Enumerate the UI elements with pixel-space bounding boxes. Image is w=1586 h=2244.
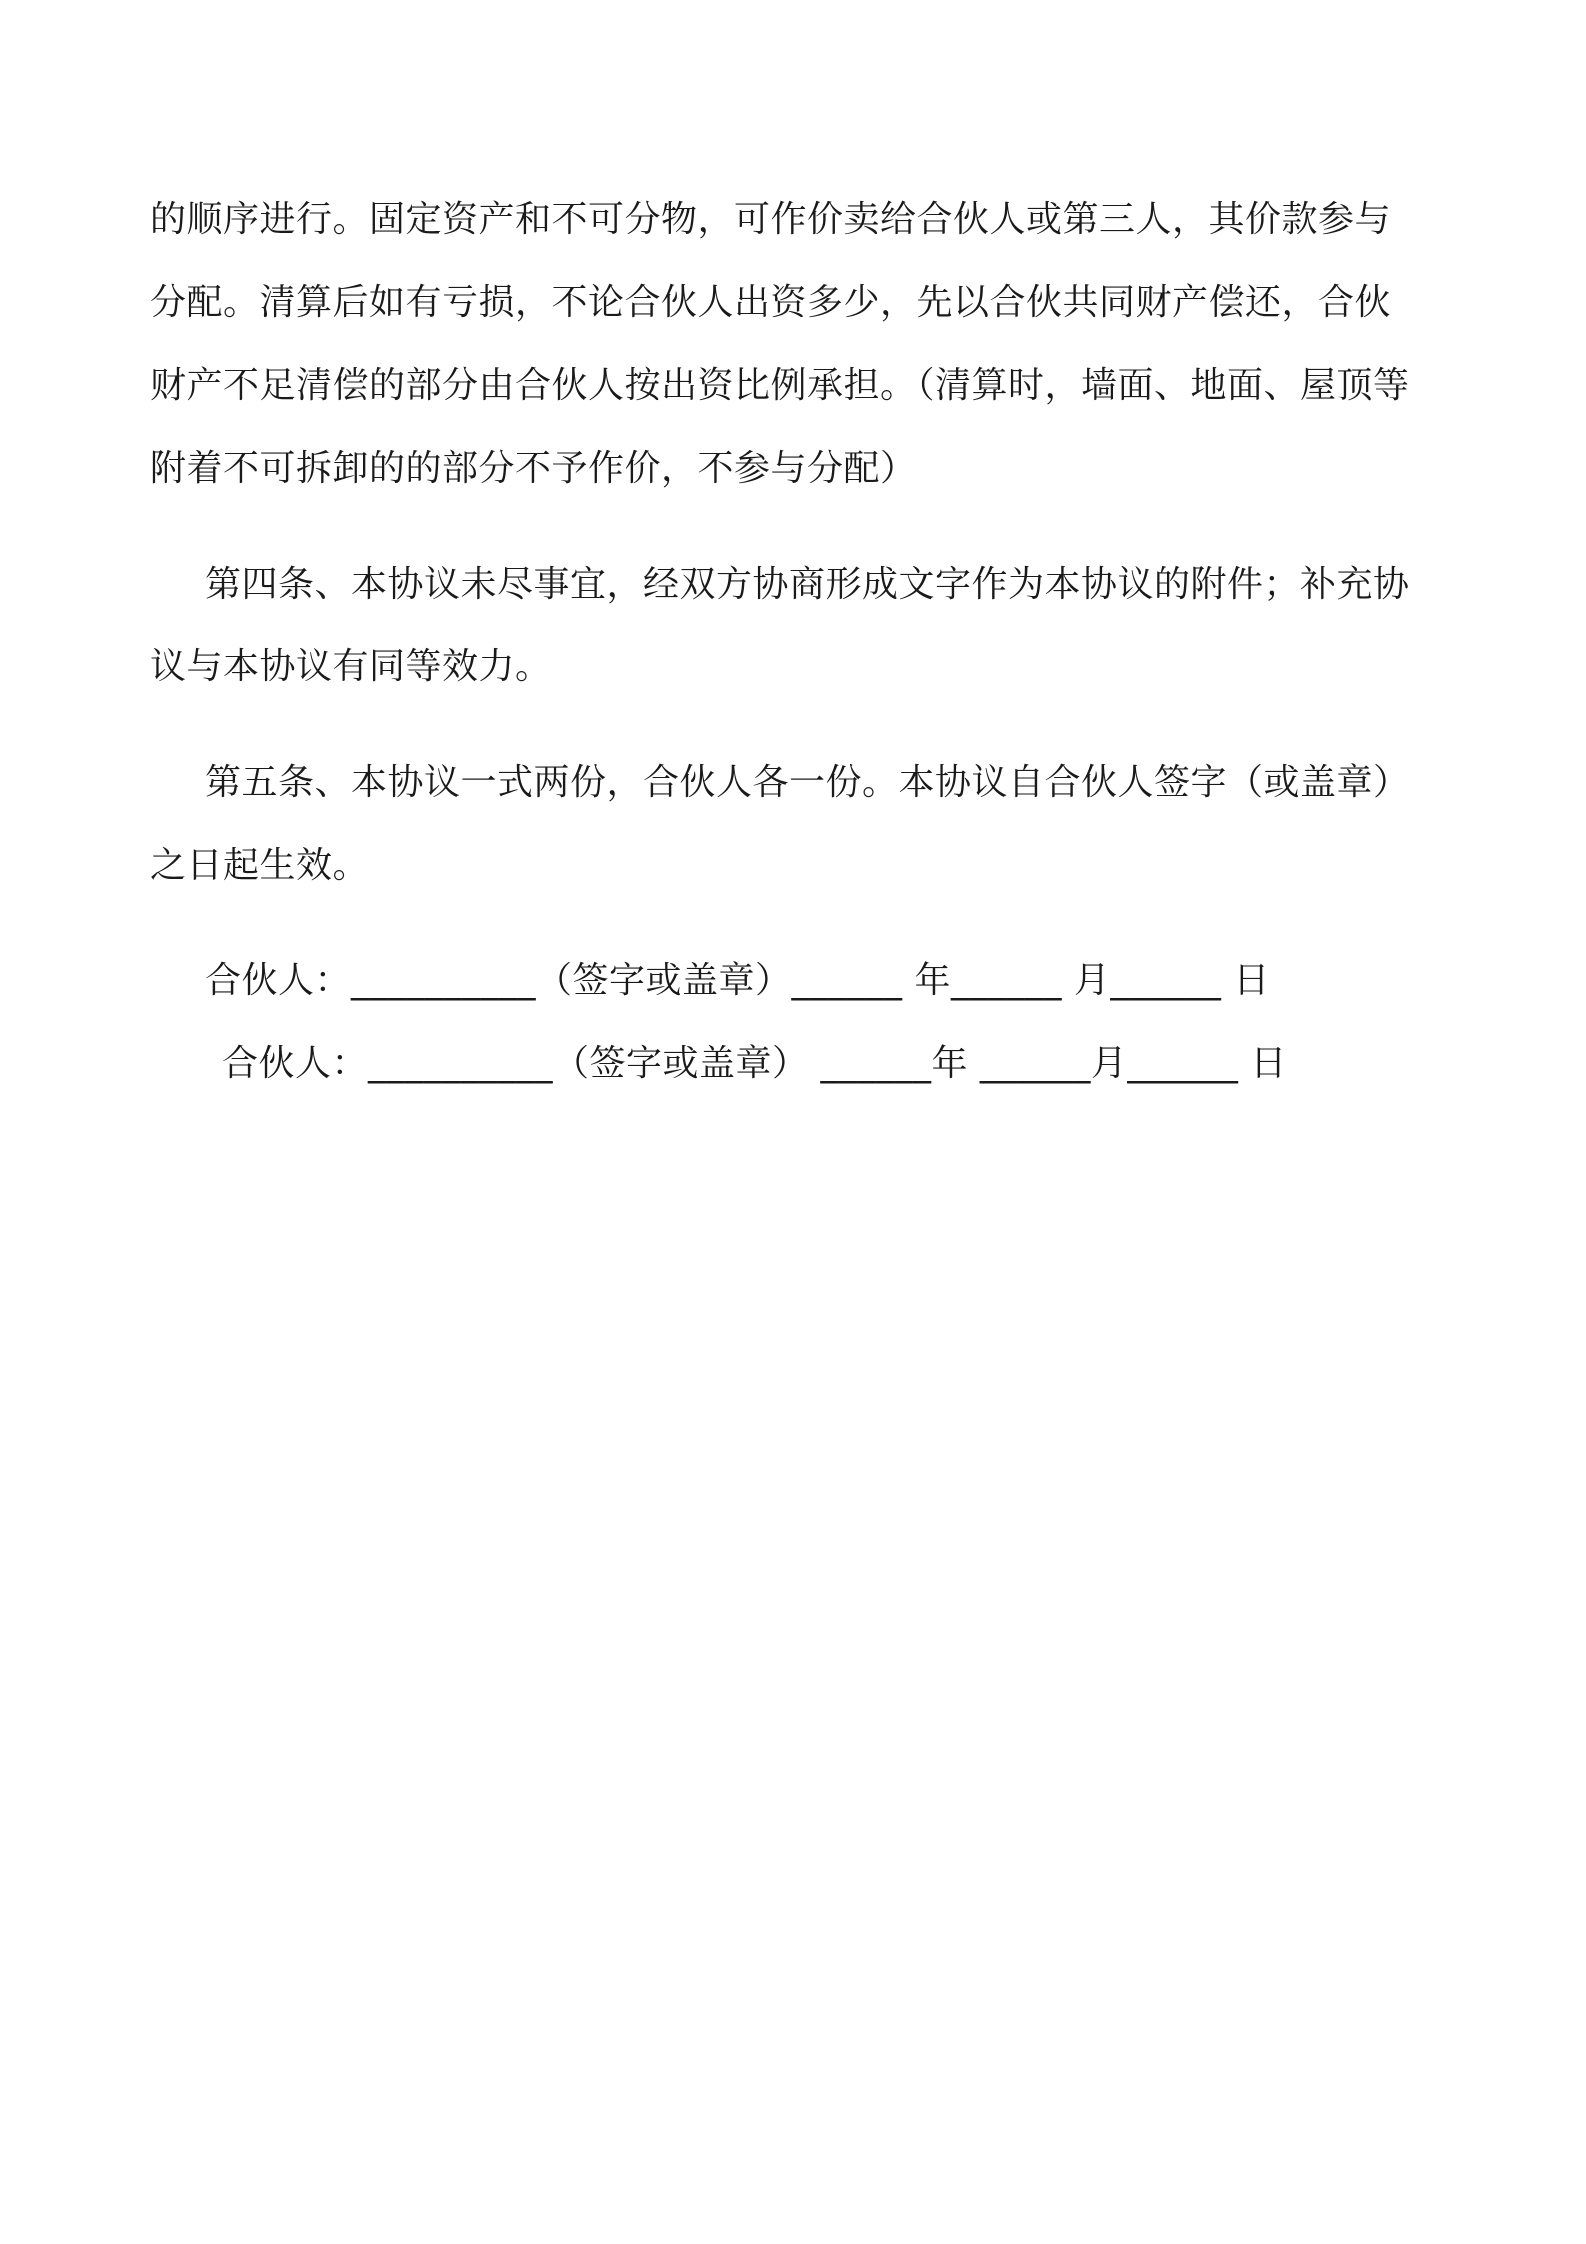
article-4-line-2: 议与本协议有同等效力。 (150, 646, 552, 687)
paragraph-continuation-line-1: 的顺序进行。固定资产和不可分物，可作价卖给合伙人或第三人，其价款参与 (150, 199, 1392, 240)
article-4-line-1: 第四条、本协议未尽事宜，经双方协商形成文字作为本协议的附件；补充协 (205, 564, 1410, 605)
article-5-line-2: 之日起生效。 (150, 845, 370, 886)
partner-signature-line-1: 合伙人：__________（签字或盖章）______ 年______ 月______ 日 (205, 960, 1270, 1001)
paragraph-continuation-line-3: 财产不足清偿的部分由合伙人按出资比例承担。（清算时，墙面、地面、屋顶等 (150, 365, 1410, 406)
paragraph-continuation-line-4: 附着不可拆卸的的部分不予作价，不参与分配） (150, 448, 917, 489)
partner-signature-line-2: 合伙人：__________（签字或盖章） ______年 ______月______ 日 (222, 1043, 1287, 1084)
article-5-line-1: 第五条、本协议一式两份，合伙人各一份。本协议自合伙人签字（或盖章） (205, 762, 1410, 803)
paragraph-continuation-line-2: 分配。清算后如有亏损，不论合伙人出资多少，先以合伙共同财产偿还，合伙 (150, 282, 1392, 323)
